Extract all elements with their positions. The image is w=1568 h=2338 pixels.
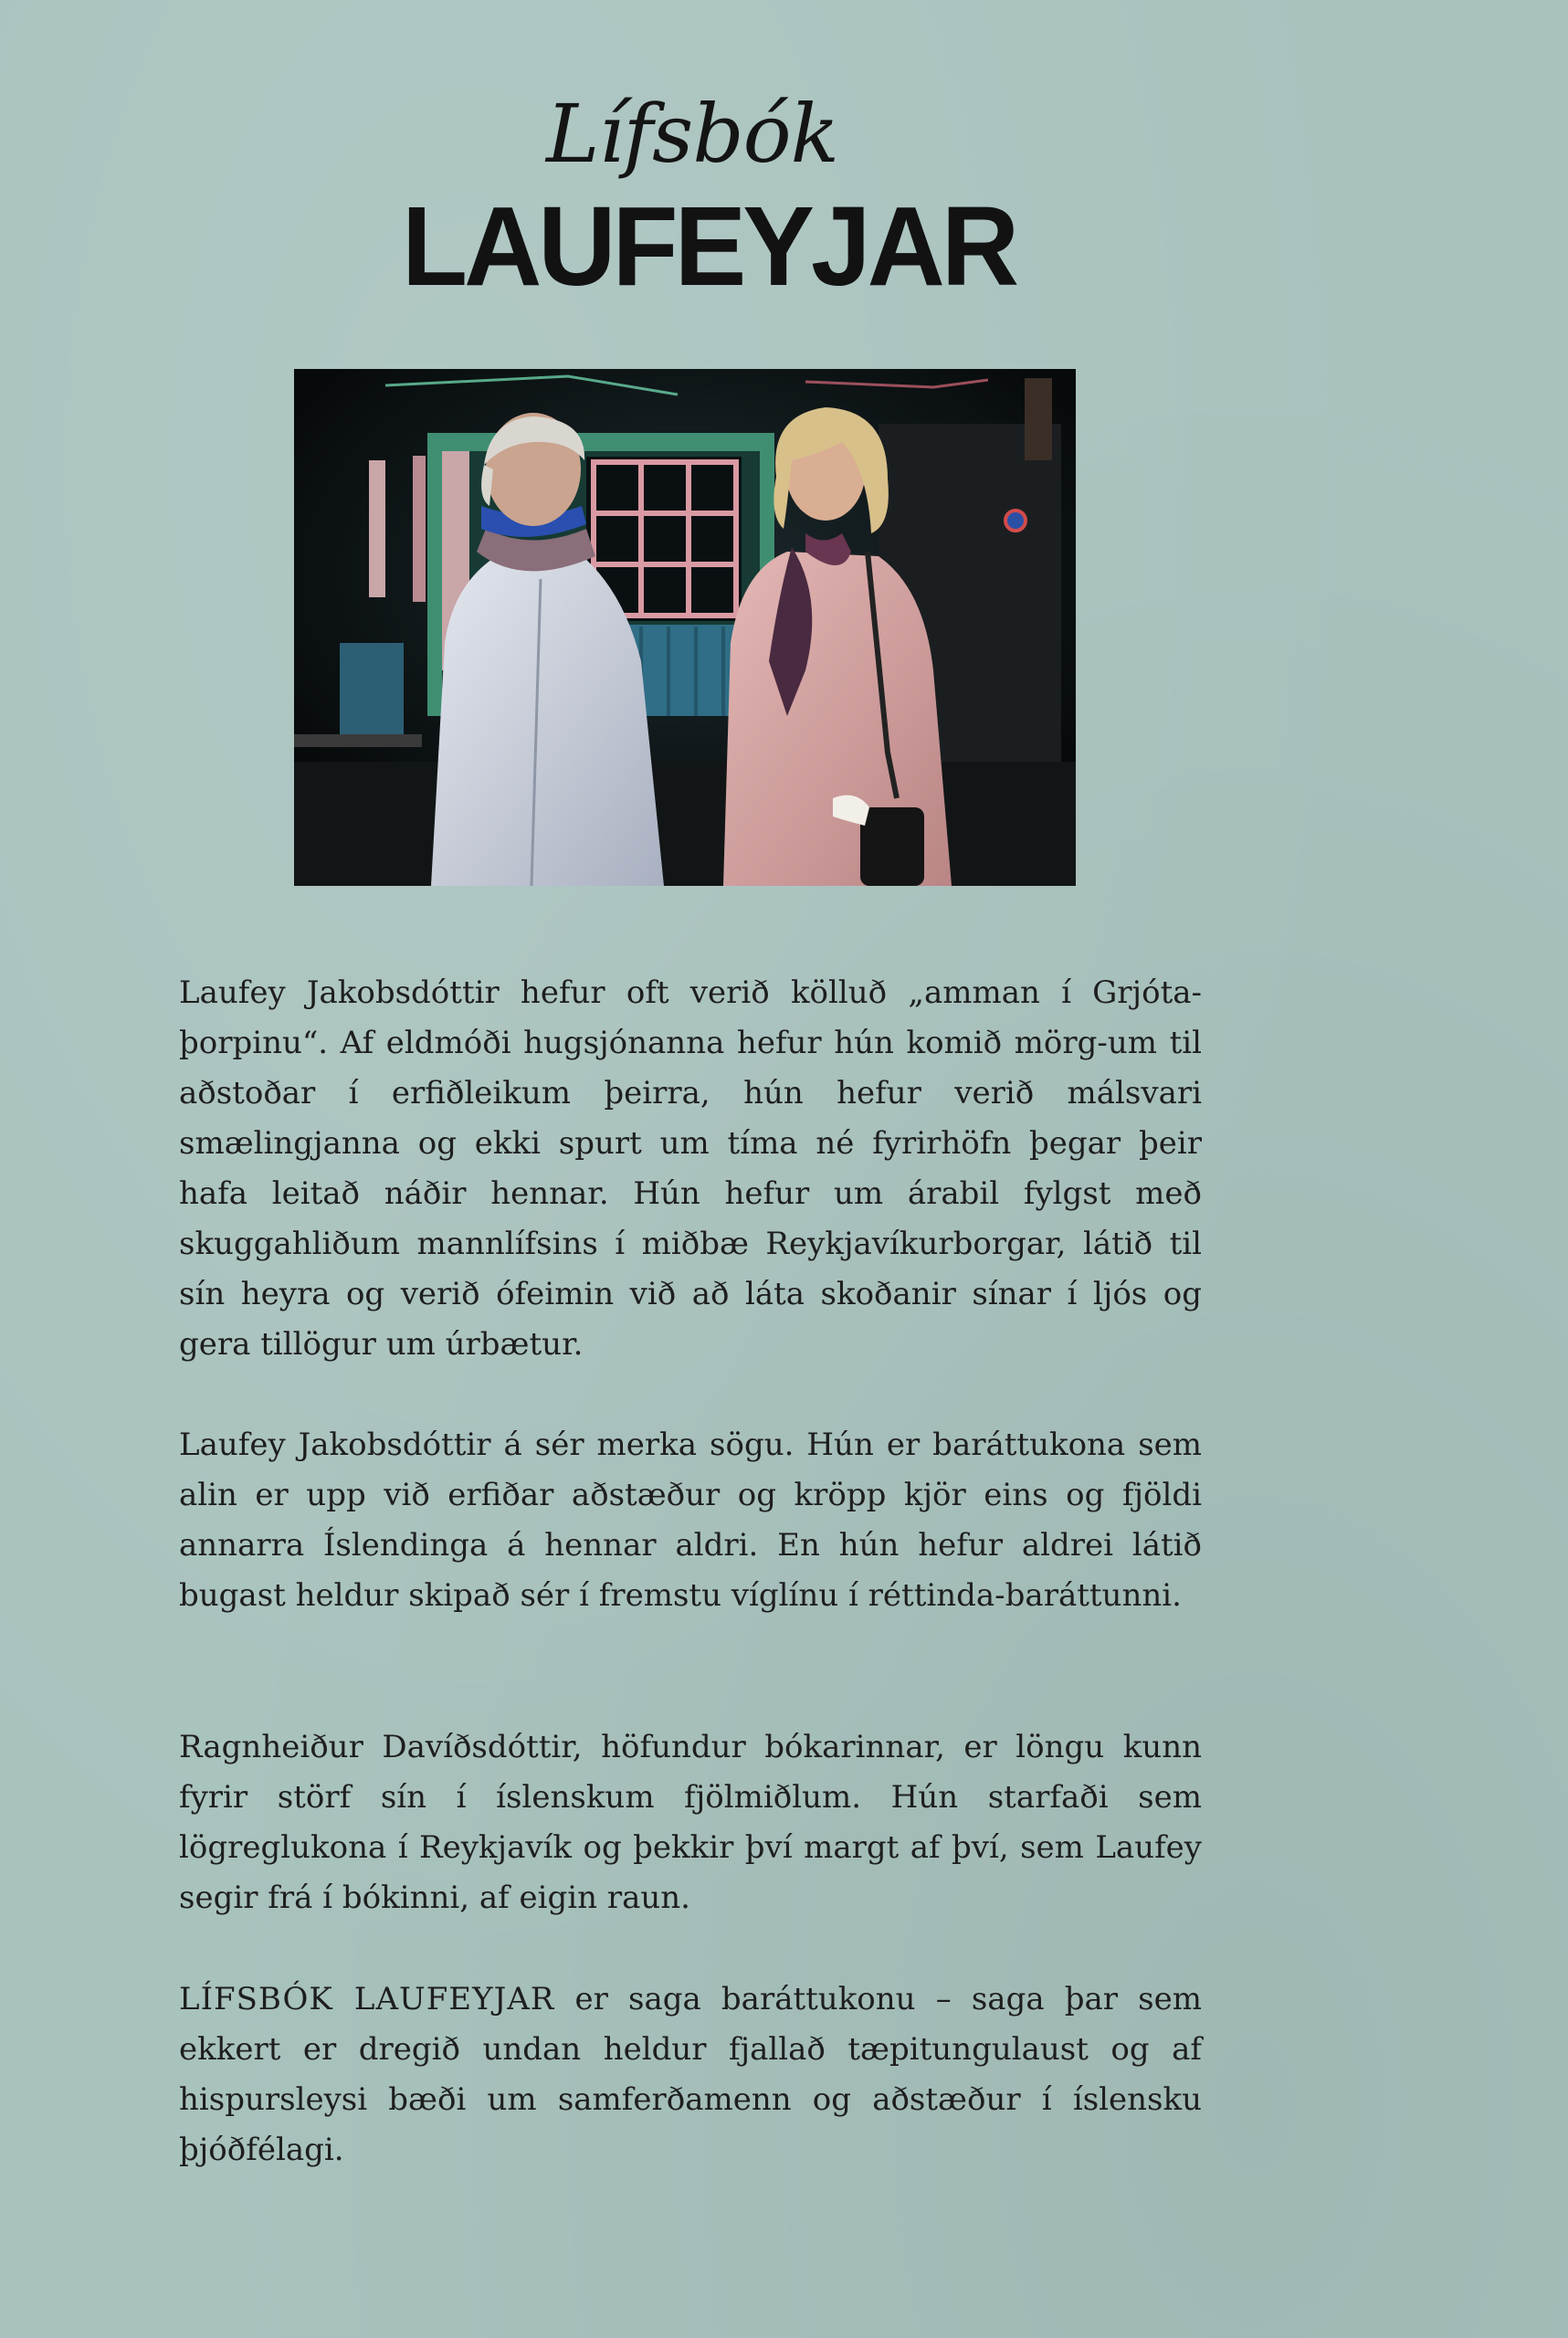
blurb-paragraph-1: Laufey Jakobsdóttir hefur oft verið kölluð „amman í Grjóta-þorpinu“. Af eldmóði hugsjónanna hefur hún komið mörg-um til aðstoðar í erfiðleikum þeirra, hún hefur verið málsvari smælingjanna og ekki spurt um tíma né fyrirhöfn þegar þeir hafa leitað náðir hennar. Hún hefur um árabil fylgst með skuggahliðum mannlífsins í miðbæ Reykjavíkurborgar, látið til sín heyra og verið ófeimin við að láta skoðanir sínar í ljós og gera tillögur um úrbætur. [179,974,1202,1363]
blurb-paragraph-4 [179,1975,1202,2175]
photo-illustration [294,369,1076,886]
title-script: Lífsbók [546,87,838,181]
blurb-paragraph-3: Ragnheiður Davíðsdóttir, höfundur bókarinnar, er löngu kunn fyrir störf sín í íslenskum fjölmiðlum. Hún starfaði sem lögreglukona í Reykjavík og þekkir því margt af því, sem Laufey segir frá í bókinni, af eigin raun. [179,1729,1202,1916]
cover-photo [294,369,1076,886]
title-main: LAUFEYJAR [402,183,1016,311]
blurb-paragraph-4-text: er saga baráttukonu – saga þar sem ekkert er dregið undan heldur fjallað tæpitungulaust og af hispursleysi bæði um samferðamenn og aðstæður í íslensku þjóðfélagi. [179,1981,1202,2168]
blurb-paragraph-2: Laufey Jakobsdóttir á sér merka sögu. Hún er baráttukona sem alin er upp við erfiðar aðstæður og kröpp kjör eins og fjöldi annarra Íslendinga á hennar aldri. En hún hefur aldrei látið bugast heldur skipað sér í fremstu víglínu í réttinda-baráttunni. [179,1427,1202,1614]
book-title-inline: LÍFSBÓK LAUFEYJAR [179,1981,555,2017]
